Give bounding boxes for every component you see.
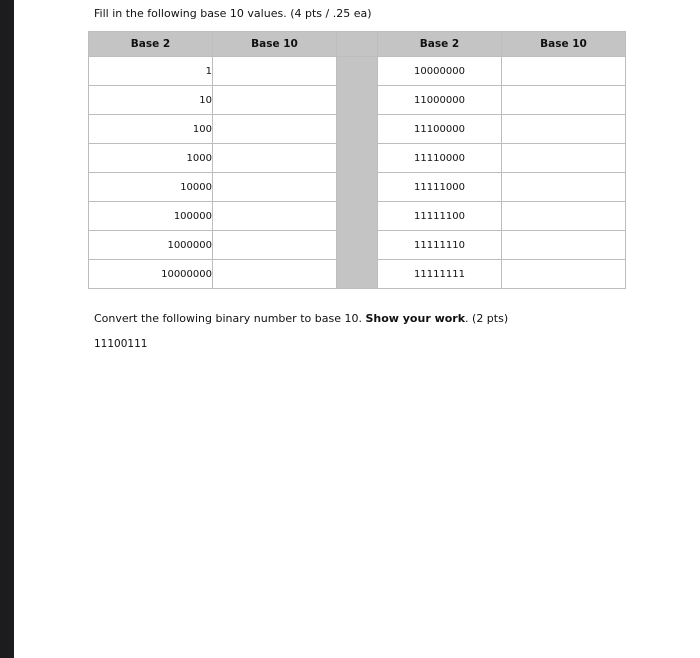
left-binary-value: 10 [89,86,213,115]
right-answer-cell[interactable] [502,115,626,144]
table-row [89,57,626,86]
left-answer-cell[interactable] [213,57,337,86]
right-binary-value: 11110000 [378,144,502,173]
right-binary-value: 10000000 [378,57,502,86]
left-answer-cell[interactable] [213,231,337,260]
header-right-base10: Base 10 [502,32,626,57]
instructions-text: Fill in the following base 10 values. (4 pts / .25 ea) [94,7,372,20]
left-answer-cell[interactable] [213,173,337,202]
binary-number-to-convert: 11100111 [94,338,148,350]
left-answer-cell[interactable] [213,202,337,231]
left-answer-cell[interactable] [213,86,337,115]
right-binary-value: 11000000 [378,86,502,115]
separator-column [337,57,378,289]
left-binary-value: 1 [89,57,213,86]
table-header-row [89,32,626,57]
right-binary-value: 11111111 [378,260,502,289]
left-binary-value: 1000 [89,144,213,173]
left-binary-value: 100 [89,115,213,144]
left-edge-bar [0,0,14,658]
question-text: Convert the following binary number to base 10. [94,312,366,325]
separator-column [337,32,378,57]
base-conversion-table [88,31,626,289]
header-left-base10: Base 10 [213,32,337,57]
left-binary-value: 10000000 [89,260,213,289]
question-bold-text: Show your work [365,312,466,325]
right-answer-cell[interactable] [502,144,626,173]
left-binary-value: 10000 [89,173,213,202]
question-points: . (2 pts) [465,312,509,325]
right-answer-cell[interactable] [502,231,626,260]
header-left-base2: Base 2 [89,32,213,57]
right-answer-cell[interactable] [502,260,626,289]
header-right-base2: Base 2 [378,32,502,57]
conversion-question [94,312,508,326]
left-binary-value: 1000000 [89,231,213,260]
left-answer-cell[interactable] [213,115,337,144]
left-binary-value: 100000 [89,202,213,231]
right-binary-value: 11100000 [378,115,502,144]
right-answer-cell[interactable] [502,86,626,115]
right-binary-value: 11111000 [378,173,502,202]
right-answer-cell[interactable] [502,173,626,202]
right-binary-value: 11111100 [378,202,502,231]
right-answer-cell[interactable] [502,202,626,231]
right-answer-cell[interactable] [502,57,626,86]
left-answer-cell[interactable] [213,260,337,289]
left-answer-cell[interactable] [213,144,337,173]
right-binary-value: 11111110 [378,231,502,260]
